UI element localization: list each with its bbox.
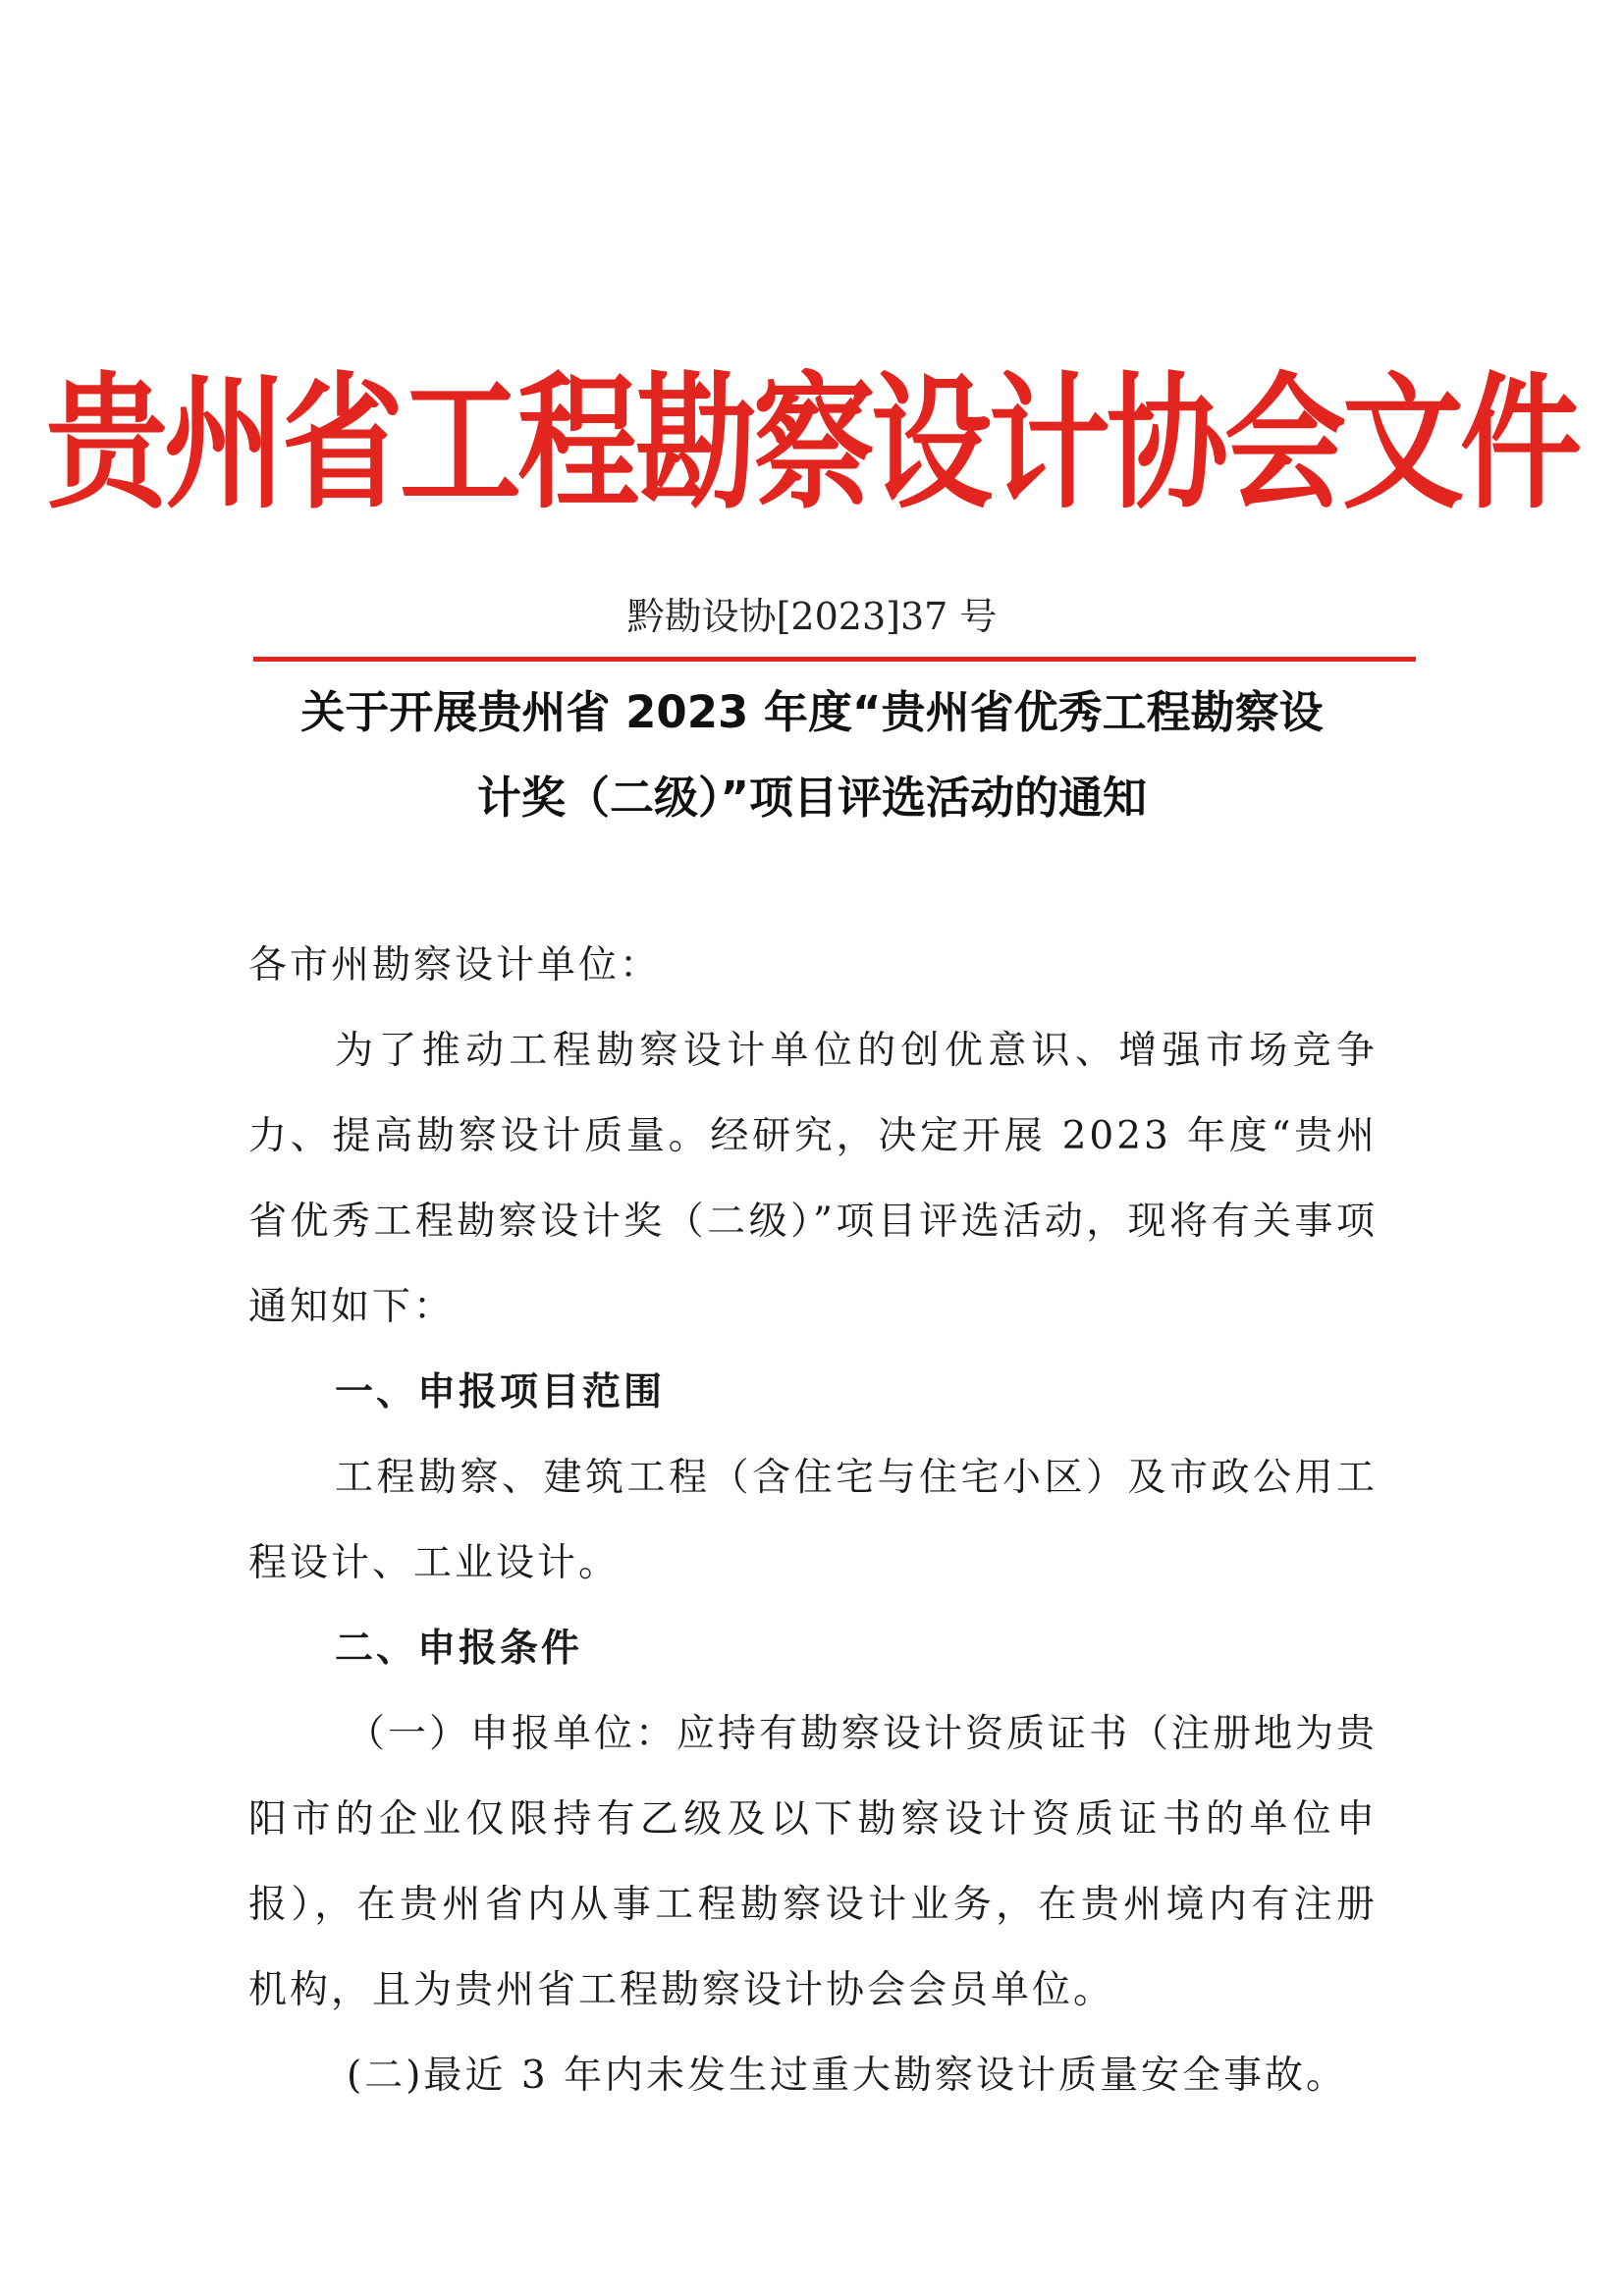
notice-title <box>245 669 1379 840</box>
document-body <box>248 923 1378 2118</box>
intro-paragraph: 为了推动工程勘察设计单位的创优意识、增强市场竞争力、提高勘察设计质量。经研究，决定开展 2023 年度“贵州省优秀工程勘察设计奖（二级）”项目评选活动，现将有关事项通知如下： <box>248 1029 1378 1329</box>
masthead-title: 贵州省工程勘察设计协会文件 <box>45 358 1578 530</box>
section-1-heading: 一、申报项目范围 <box>335 1370 666 1415</box>
red-divider-line <box>253 657 1416 662</box>
notice-title-line-2: 计奖（二级）”项目评选活动的通知 <box>476 772 1148 824</box>
section-2-item-1: （一）申报单位：应持有勘察设计资质证书（注册地为贵阳市的企业仅限持有乙级及以下勘察设计资质证书的单位申报），在贵州省内从事工程勘察设计业务，在贵州境内有注册机构，且为贵州省工程勘察设计协会会员单位。 <box>248 1712 1379 2012</box>
document-number: 黔勘设协[2023]37 号 <box>626 595 998 638</box>
notice-title-line-1: 关于开展贵州省 2023 年度“贵州省优秀工程勘察设 <box>300 686 1324 738</box>
section-2-heading: 二、申报条件 <box>335 1627 583 1671</box>
salutation: 各市州勘察设计单位： <box>248 943 662 988</box>
section-2-item-2: (二)最近 3 年内未发生过重大勘察设计质量安全事故。 <box>347 2054 1348 2098</box>
section-1-text: 工程勘察、建筑工程（含住宅与住宅小区）及市政公用工程设计、工业设计。 <box>248 1456 1378 1585</box>
